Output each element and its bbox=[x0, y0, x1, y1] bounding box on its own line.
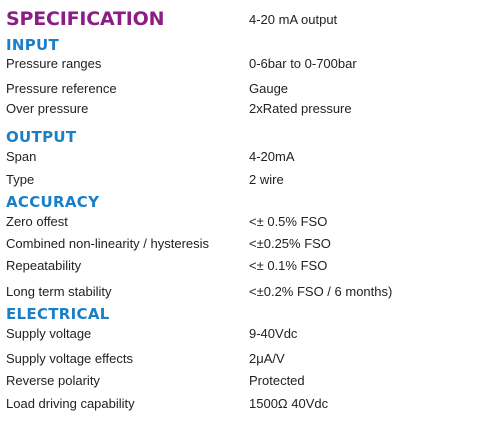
output-type-value: 4-20 mA output bbox=[249, 12, 338, 27]
spec-label-pressure-reference: Pressure reference bbox=[6, 81, 117, 96]
spec-label-nonlinearity-hysteresis: Combined non-linearity / hysteresis bbox=[6, 236, 210, 251]
spec-value-reverse-polarity: Protected bbox=[249, 373, 305, 388]
spec-label-over-pressure: Over pressure bbox=[6, 101, 89, 116]
spec-label-load-driving-capability: Load driving capability bbox=[6, 396, 135, 411]
spec-label-span: Span bbox=[6, 149, 37, 164]
spec-value-repeatability: <± 0.1% FSO bbox=[249, 258, 328, 273]
spec-value-load-driving-capability: 1500Ω 40Vdc bbox=[249, 396, 329, 411]
spec-value-nonlinearity-hysteresis: <±0.25% FSO bbox=[249, 236, 331, 251]
spec-value-pressure-reference: Gauge bbox=[249, 81, 289, 96]
spec-value-type: 2 wire bbox=[249, 172, 284, 187]
spec-value-pressure-ranges: 0-6bar to 0-700bar bbox=[249, 56, 357, 71]
spec-value-supply-voltage: 9-40Vdc bbox=[249, 326, 298, 341]
section-heading-output: OUTPUT bbox=[6, 128, 77, 146]
spec-label-repeatability: Repeatability bbox=[6, 258, 82, 273]
spec-label-supply-voltage: Supply voltage bbox=[6, 326, 92, 341]
section-heading-input: INPUT bbox=[6, 36, 60, 54]
spec-value-supply-voltage-effects: 2μA/V bbox=[249, 351, 285, 366]
spec-label-type: Type bbox=[6, 172, 35, 187]
section-heading-electrical: ELECTRICAL bbox=[6, 305, 110, 323]
spec-value-over-pressure: 2xRated pressure bbox=[249, 101, 352, 116]
spec-label-zero-offset: Zero offest bbox=[6, 214, 68, 229]
spec-label-supply-voltage-effects: Supply voltage effects bbox=[6, 351, 133, 366]
spec-label-reverse-polarity: Reverse polarity bbox=[6, 373, 100, 388]
spec-value-long-term-stability: <±0.2% FSO / 6 months) bbox=[249, 284, 393, 299]
spec-label-pressure-ranges: Pressure ranges bbox=[6, 56, 102, 71]
section-heading-accuracy: ACCURACY bbox=[6, 193, 100, 211]
spec-title: SPECIFICATION bbox=[6, 8, 165, 30]
spec-value-span: 4-20mA bbox=[249, 149, 295, 164]
spec-label-long-term-stability: Long term stability bbox=[6, 284, 112, 299]
spec-value-zero-offset: <± 0.5% FSO bbox=[249, 214, 328, 229]
